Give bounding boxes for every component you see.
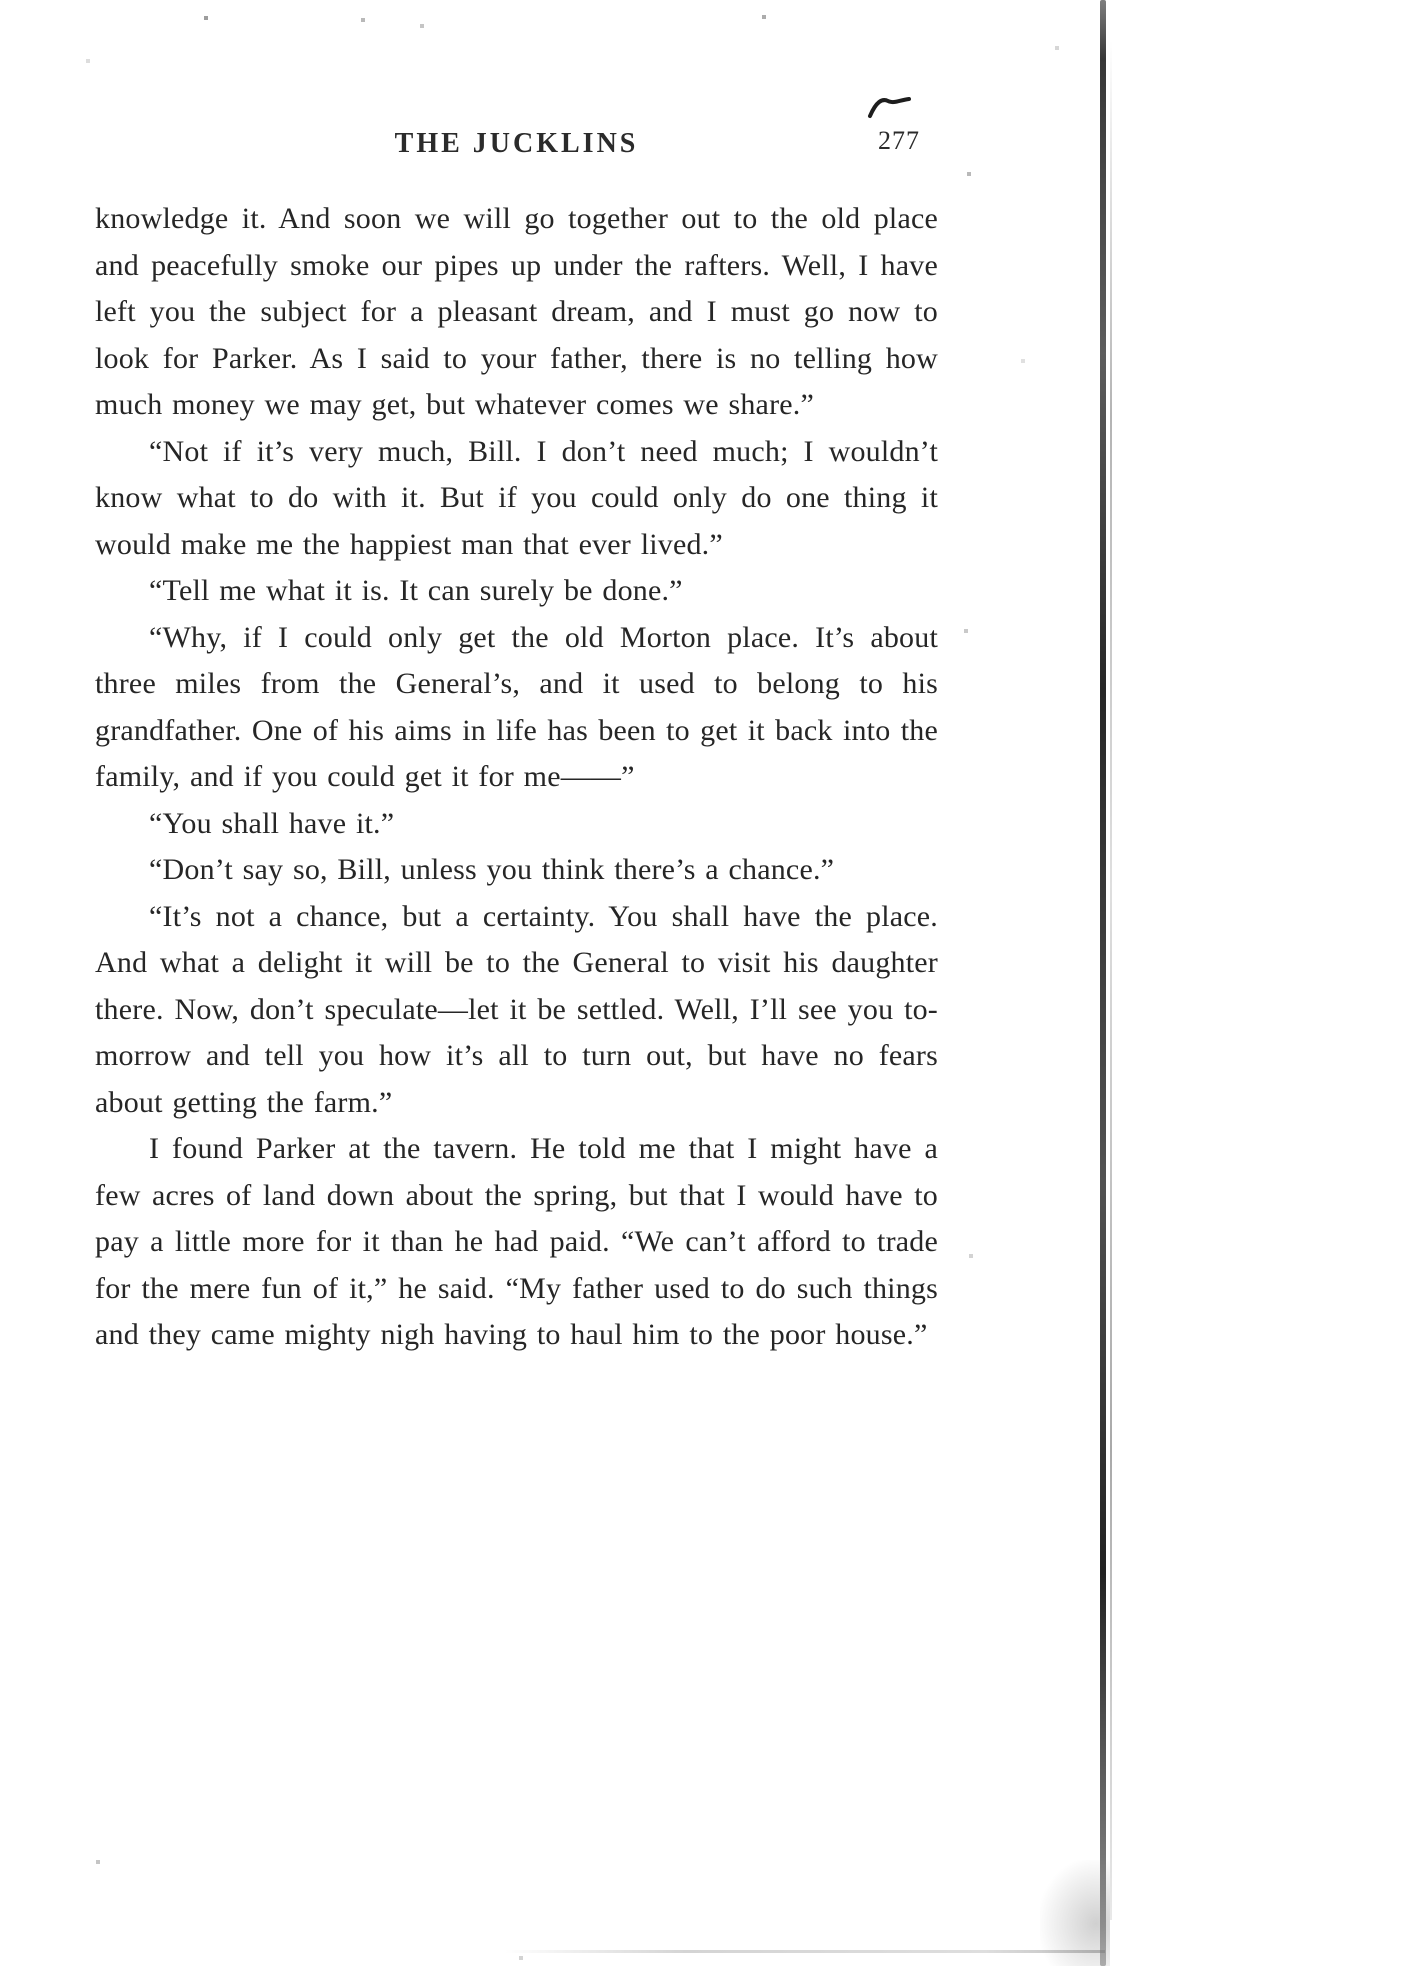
page-body <box>95 196 938 1359</box>
page-header <box>95 128 938 178</box>
paragraph: “Don’t say so, Bill, unless you think there’s a chance.” <box>149 853 835 886</box>
scan-streak-artifact <box>505 1950 1105 1953</box>
pen-mark-artifact <box>866 92 912 122</box>
paragraph: “Why, if I could only get the old Morton place. It’s about three miles from the General’s, and it used to belong to his grandfather. One of his aims in life has been to get it back into the family, and if you could get it for me——” <box>95 620 938 793</box>
scan-edge-artifact <box>1100 0 1106 1966</box>
scan-speck-artifacts <box>0 0 2 2</box>
running-title: THE JUCKLINS <box>394 128 639 159</box>
page-number: 277 <box>878 126 920 155</box>
paragraph: knowledge it. And soon we will go together out to the old place and peacefully smoke our pipes up under the rafters. Well, I have left you the subject for a pleasant dream, and I must go now to look for Parker. As I said to your father, there is no telling how much money we may get, but whatever comes we share.” <box>95 202 938 421</box>
paragraph: “You shall have it.” <box>149 806 395 840</box>
paragraph: I found Parker at the tavern. He told me that I might have a few acres of land down about the spring, but that I would have to pay a little more for it than he had paid. “We can’t afford to trade for the mere fun of it,” he said. “My father used to do such things and they came mighty nigh having to haul him to the poor house.” <box>95 1132 938 1351</box>
paragraph: “Tell me what it is. It can surely be done.” <box>149 574 683 607</box>
paragraph: “It’s not a chance, but a certainty. You shall have the place. And what a delight it will be to the General to visit his daughter there. Now, don’t speculate—let it be settled. Well, I’ll see you to-morrow and tell you how it’s all to turn out, but have no fears about getting the farm.” <box>95 899 938 1119</box>
paragraph: “Not if it’s very much, Bill. I don’t need much; I wouldn’t know what to do with it. But if you could only do one thing it would make me the happiest man that ever lived.” <box>95 434 938 561</box>
scan-edge-artifact-secondary <box>1110 40 1112 1920</box>
